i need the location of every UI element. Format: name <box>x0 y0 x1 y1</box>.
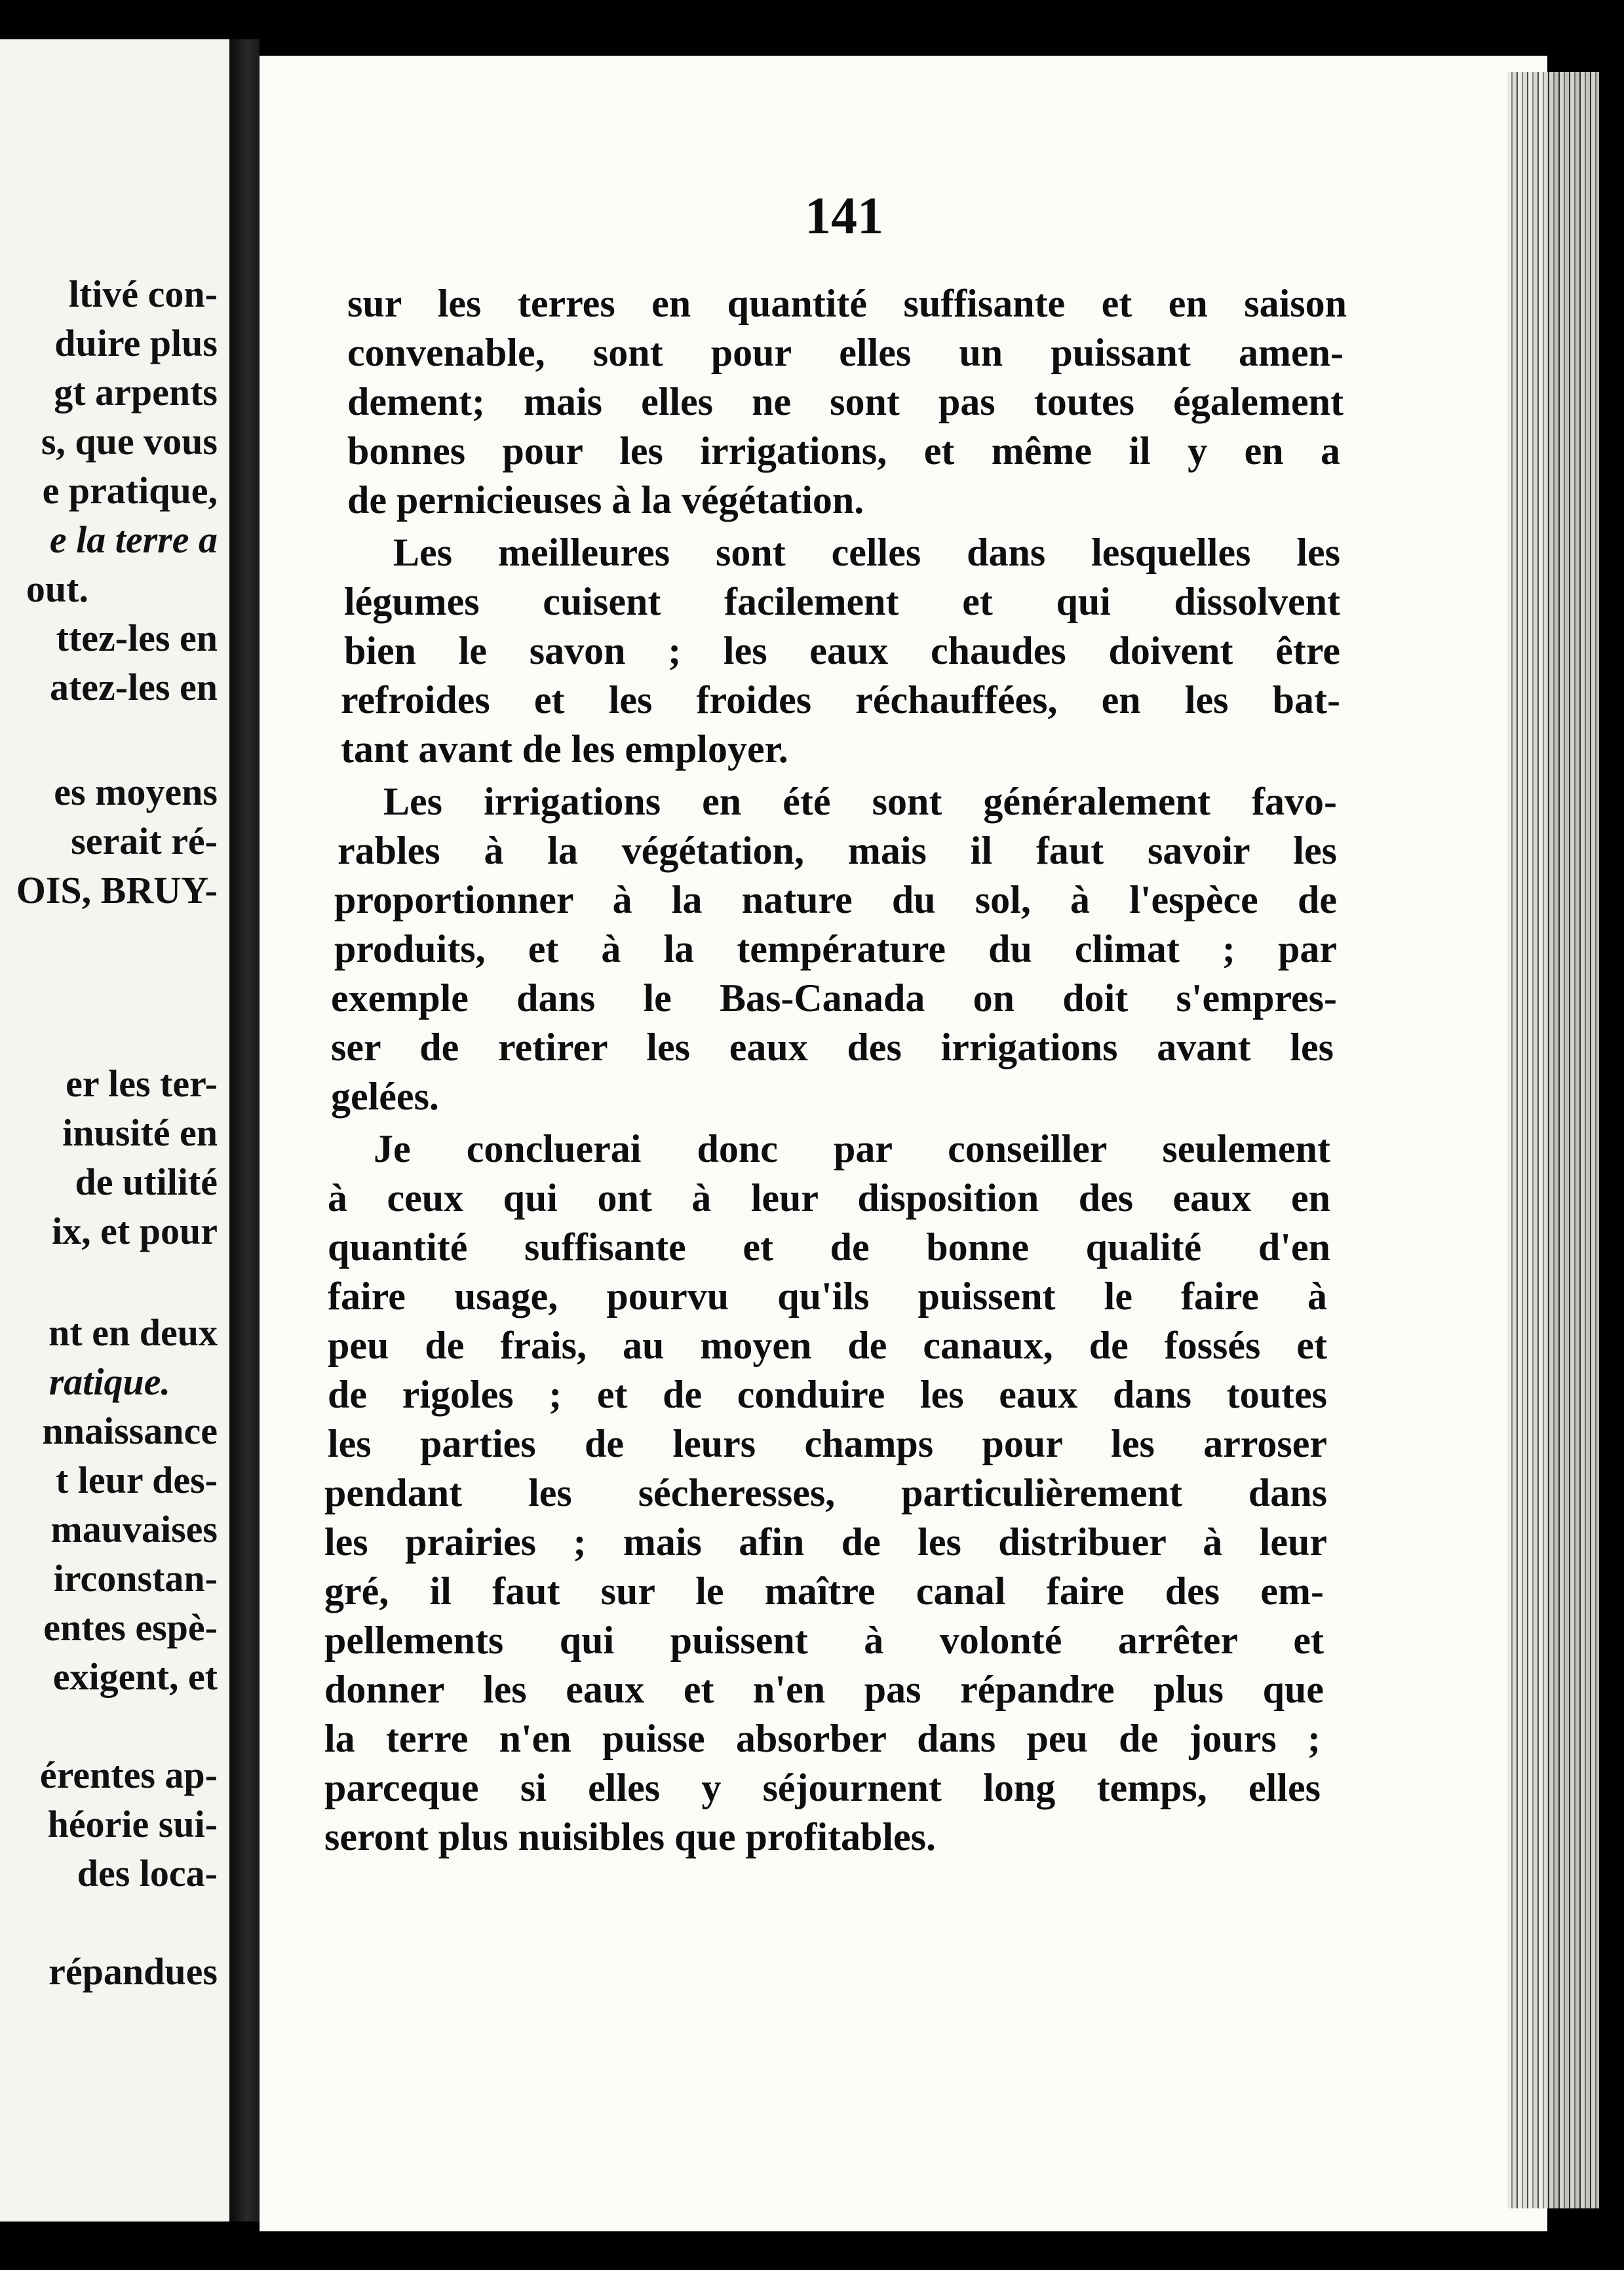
left-page-line: irconstan- <box>53 1557 218 1600</box>
text-line: dement; mais elles ne sont pas toutes également <box>347 380 1344 423</box>
text-line: légumes cuisent facilement et qui dissolvent <box>344 580 1340 623</box>
text-line: Les meilleures sont celles dans lesquelles les <box>393 531 1340 574</box>
left-page-line: ix, et pour <box>52 1210 218 1252</box>
text-line: de rigoles ; et de conduire les eaux dans toutes <box>328 1373 1327 1416</box>
book-gutter <box>229 39 260 2222</box>
text-line: ser de retirer les eaux des irrigations avant les <box>331 1026 1334 1069</box>
text-line: convenable, sont pour elles un puissant amen- <box>347 331 1344 374</box>
text-line: seront plus nuisibles que profitables. <box>324 1815 937 1858</box>
left-page-line: des loca- <box>77 1852 218 1895</box>
left-page-line: érentes ap- <box>39 1754 218 1796</box>
previous-page-fragment <box>0 39 229 2222</box>
text-line: pellements qui puissent à volonté arrêter et <box>324 1619 1324 1662</box>
text-line: quantité suffisante et de bonne qualité d'en <box>328 1225 1330 1269</box>
page-stack-edge <box>1507 72 1599 2208</box>
left-page-line: s, que vous <box>41 420 218 463</box>
page-number: 141 <box>805 187 883 245</box>
left-page-line: e la terre a <box>49 518 218 561</box>
left-page-line: er les ter- <box>66 1062 218 1105</box>
left-page-line: mauvaises <box>50 1508 218 1550</box>
left-page-line: out. <box>26 568 88 610</box>
text-line: produits, et à la température du climat ; par <box>334 927 1337 971</box>
text-line: sur les terres en quantité suffisante et en saison <box>347 282 1347 325</box>
text-line: les prairies ; mais afin de les distribuer à leur <box>324 1520 1327 1564</box>
text-line: peu de frais, au moyen de canaux, de fossés et <box>328 1324 1327 1367</box>
text-line: de pernicieuses à la végétation. <box>347 478 864 522</box>
left-page-line: de utilité <box>75 1161 218 1203</box>
text-line: donner les eaux et n'en pas répandre plus que <box>324 1668 1324 1711</box>
left-page-line: ttez-les en <box>56 617 218 659</box>
text-line: Les irrigations en été sont généralement favo- <box>383 780 1337 823</box>
left-page-line: ratique. <box>48 1360 170 1403</box>
text-line: faire usage, pourvu qu'ils puissent le faire à <box>328 1275 1327 1318</box>
text-line: à ceux qui ont à leur disposition des eaux en <box>328 1176 1330 1220</box>
left-page-line: atez-les en <box>49 666 218 708</box>
left-page-line: répandues <box>48 1950 218 1993</box>
text-line: Je concluerai donc par conseiller seulement <box>374 1127 1330 1170</box>
left-page-line: OIS, BRUY- <box>16 869 218 912</box>
left-page-line: serait ré- <box>71 820 218 862</box>
left-page-line: nt en deux <box>48 1311 218 1354</box>
left-page-line: inusité en <box>62 1111 218 1154</box>
text-line: gelées. <box>331 1075 439 1118</box>
text-line: gré, il faut sur le maître canal faire des em- <box>324 1569 1324 1613</box>
left-page-line: e pratique, <box>42 469 218 512</box>
left-page-line: es moyens <box>54 771 218 813</box>
text-line: parceque si elles y séjournent long temps, elles <box>324 1766 1321 1809</box>
text-line: la terre n'en puisse absorber dans peu de jours ; <box>324 1717 1321 1760</box>
text-line: tant avant de les employer. <box>341 727 788 771</box>
left-page-line: héorie sui- <box>47 1803 218 1845</box>
left-page-line: ltivé con- <box>68 273 218 315</box>
text-line: bien le savon ; les eaux chaudes doivent être <box>344 629 1340 672</box>
text-line: exemple dans le Bas-Canada on doit s'empres- <box>331 976 1337 1020</box>
text-line: les parties de leurs champs pour les arroser <box>328 1422 1327 1465</box>
left-page-line: entes espè- <box>43 1606 218 1649</box>
text-line: pendant les sécheresses, particulièrement dans <box>324 1471 1327 1514</box>
text-line: bonnes pour les irrigations, et même il y en a <box>347 429 1340 472</box>
text-line: rables à la végétation, mais il faut savoir les <box>338 829 1337 872</box>
text-line: proportionner à la nature du sol, à l'espèce de <box>334 878 1337 921</box>
left-page-line: nnaissance <box>42 1410 218 1452</box>
left-page-line: t leur des- <box>55 1459 218 1501</box>
left-page-line: exigent, et <box>52 1655 218 1698</box>
left-page-line: duire plus <box>54 322 218 364</box>
text-line: refroides et les froides réchauffées, en les bat- <box>341 678 1340 721</box>
left-page-line: gt arpents <box>54 371 218 414</box>
